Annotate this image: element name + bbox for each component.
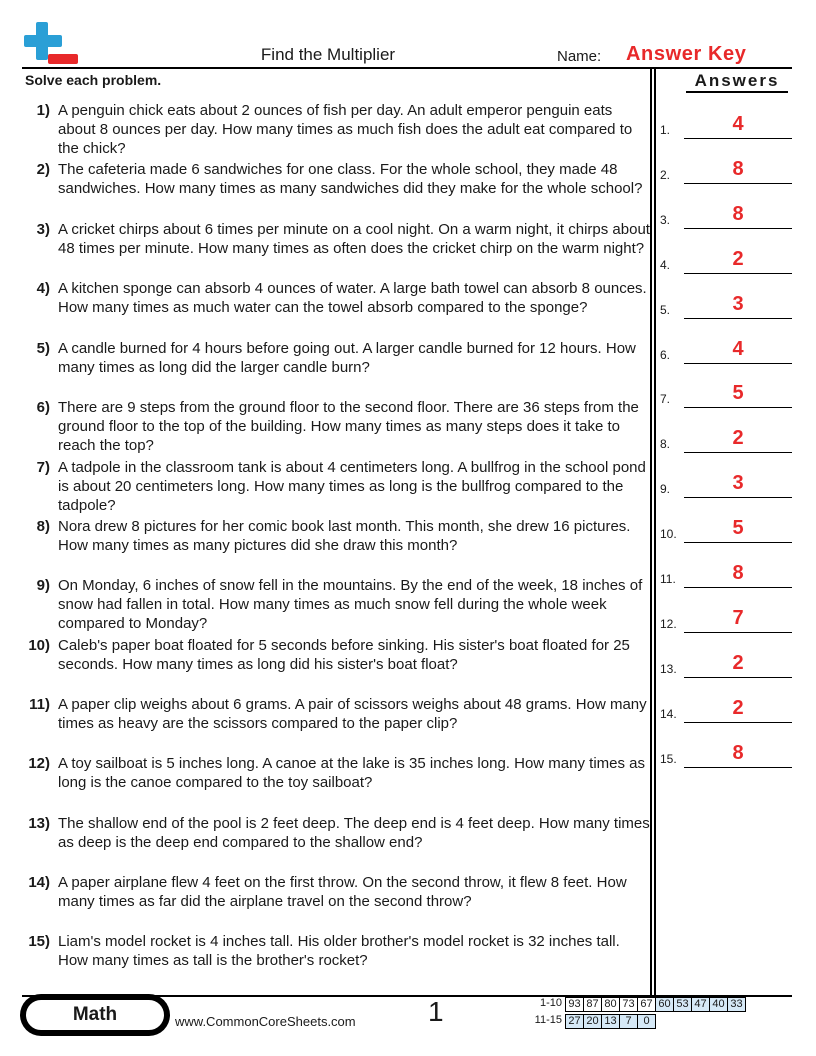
- answer-number: 2.: [660, 167, 671, 182]
- score-cell: 60: [656, 998, 674, 1012]
- answer-value: 8: [732, 562, 744, 584]
- logo-plus-horizontal: [24, 35, 62, 47]
- column-divider: [650, 69, 652, 996]
- answer-line: [684, 632, 792, 633]
- problem-text: The cafeteria made 6 sandwiches for one class. For the whole school, they made 48 sandwiches. How many times as many sandwiches did they make for the whole school?: [58, 161, 643, 197]
- answer-value: 5: [732, 382, 744, 405]
- problem-number: 2): [36, 161, 50, 178]
- problem-number: 1): [36, 102, 50, 119]
- page-number: 1: [428, 996, 444, 1027]
- answer-line: [684, 542, 792, 543]
- answer-number: 11.: [660, 572, 676, 586]
- problem-text: A kitchen sponge can absorb 4 ounces of water. A large bath towel can absorb 8 ounces. How many times as much water can the towel absorb compared to the sponge?: [58, 280, 647, 316]
- answer-number: 6.: [660, 347, 671, 362]
- answer-value: 2: [732, 247, 744, 270]
- problem-text: A paper airplane flew 4 feet on the first throw. On the second throw, it flew 8 feet. How many times as far did the airplane travel on the second throw?: [58, 874, 627, 910]
- score-cell: 73: [620, 998, 638, 1012]
- problem-number: 8): [36, 518, 50, 535]
- answer-value: 2: [732, 696, 744, 719]
- score-cell: 67: [638, 998, 656, 1012]
- answer-row: [660, 607, 800, 633]
- problem-number: 4): [36, 280, 50, 297]
- answer-row: [660, 427, 800, 453]
- answer-number: 3.: [660, 212, 671, 227]
- answer-number: 15.: [660, 751, 677, 766]
- answer-number: 12.: [660, 616, 677, 631]
- answer-line: [684, 138, 792, 139]
- answer-value: 2: [732, 427, 744, 450]
- answer-value: 4: [732, 113, 744, 135]
- answer-value: 7: [732, 606, 744, 629]
- answer-row: [660, 203, 800, 229]
- answer-number: 14.: [660, 706, 677, 721]
- score-cell: 27: [566, 1015, 584, 1029]
- answer-row: [660, 652, 800, 678]
- instructions: Solve each problem.: [25, 72, 162, 88]
- problem-number: 13): [28, 815, 50, 832]
- answer-row: [660, 248, 800, 274]
- problem-number: 6): [36, 399, 50, 416]
- answer-line: [684, 767, 792, 768]
- answer-line: [684, 183, 792, 184]
- answer-value: 5: [732, 517, 744, 540]
- answer-line: [684, 452, 792, 453]
- problem-number: 3): [36, 221, 50, 238]
- answer-row: [660, 158, 800, 184]
- score-cell: 7: [620, 1015, 638, 1029]
- answers-heading: Answers: [686, 71, 788, 93]
- score-cell: 47: [692, 998, 710, 1012]
- column-divider: [654, 69, 656, 996]
- problem-text: Liam's model rocket is 4 inches tall. His older brother's model rocket is 32 inches tall. How many times as tall is the brother's rocket?: [58, 933, 620, 969]
- answer-row: [660, 562, 800, 588]
- subject-badge: [24, 998, 166, 1032]
- answer-line: [684, 407, 792, 408]
- website-url: www.CommonCoreSheets.com: [175, 1014, 356, 1029]
- problem-number: 9): [36, 577, 50, 594]
- answer-line: [684, 318, 792, 319]
- problem-number: 5): [36, 340, 50, 357]
- subject-label: Math: [72, 1004, 118, 1025]
- name-label: Name:: [557, 48, 602, 65]
- problem-number: 10): [28, 637, 50, 654]
- answer-line: [684, 677, 792, 678]
- problem-number: 11): [29, 696, 50, 713]
- logo-minus: [48, 54, 78, 64]
- worksheet-title: Find the Multiplier: [260, 45, 396, 64]
- answer-number: 1.: [660, 123, 671, 137]
- score-cell: 53: [674, 998, 692, 1012]
- answer-row: [660, 697, 800, 723]
- answer-line: [684, 497, 792, 498]
- problem-text: There are 9 steps from the ground floor to the second floor. There are 36 steps from the ground floor to the top of the building. How many times as many steps does it take to reach the top?: [58, 399, 639, 454]
- answer-number: 8.: [660, 437, 671, 452]
- answer-value: 2: [732, 651, 744, 674]
- answer-value: 3: [732, 472, 744, 495]
- answer-key-label: Answer Key: [626, 43, 747, 65]
- score-row: [565, 997, 746, 1012]
- answer-value: 8: [732, 741, 744, 764]
- problem-text: A candle burned for 4 hours before going out. A larger candle burned for 12 hours. How many times as long did the larger candle burn?: [58, 340, 636, 376]
- answer-line: [684, 363, 792, 364]
- answer-row: [660, 742, 800, 768]
- problem-text: Nora drew 8 pictures for her comic book last month. This month, she drew 16 pictures. How many times as many pictures did she draw this month?: [58, 518, 631, 554]
- problem-number: 12): [28, 755, 50, 772]
- problem-number: 7): [36, 459, 50, 476]
- answer-number: 4.: [660, 257, 671, 272]
- problem-number: 14): [28, 874, 50, 891]
- answer-value: 8: [732, 202, 744, 225]
- header-divider: [22, 67, 792, 69]
- problem-text: The shallow end of the pool is 2 feet deep. The deep end is 4 feet deep. How many times as deep is the deep end compared to the shallow end?: [58, 815, 650, 851]
- answer-line: [684, 228, 792, 229]
- answer-row: [660, 382, 800, 408]
- problem-text: A toy sailboat is 5 inches long. A canoe at the lake is 35 inches long. How many times as long is the canoe compared to the toy sailboat?: [58, 755, 645, 791]
- problem-number: 15): [28, 933, 50, 950]
- answer-row: [660, 472, 800, 498]
- answer-line: [684, 587, 792, 588]
- score-cell: 20: [584, 1015, 602, 1029]
- problem-text: A tadpole in the classroom tank is about 4 centimeters long. A bullfrog in the school pond is about 20 centimeters long. How many times as long is the bullfrog compared to the tadpole?: [58, 459, 646, 514]
- score-cell: 40: [710, 998, 728, 1012]
- score-cell: 93: [566, 998, 584, 1012]
- score-range-label: 11-15: [534, 1014, 562, 1026]
- answer-line: [684, 273, 792, 274]
- answer-value: 4: [732, 337, 744, 360]
- problem-text: A paper clip weighs about 6 grams. A pair of scissors weighs about 48 grams. How many times as heavy are the scissors compared to the paper clip?: [58, 696, 647, 732]
- score-cell: 87: [584, 998, 602, 1012]
- answer-number: 13.: [660, 661, 677, 676]
- answer-number: 10.: [660, 527, 677, 542]
- score-range-label: 1-10: [539, 997, 562, 1009]
- problem-text: On Monday, 6 inches of snow fell in the mountains. By the end of the week, 18 inches of snow had fallen in total. How many times as much snow fell during the whole week compared to Monday?: [58, 577, 643, 632]
- answer-row: [660, 113, 800, 139]
- score-row: [565, 1014, 656, 1029]
- problem-text: A penguin chick eats about 2 ounces of fish per day. An adult emperor penguin eats about 8 ounces per day. How many times as much fish does the adult eat compared to the chick?: [58, 102, 633, 157]
- answer-value: 3: [732, 292, 744, 315]
- answer-row: [660, 293, 800, 319]
- problem-text: Caleb's paper boat floated for 5 seconds before sinking. His sister's boat floated for 25 seconds. How many times as long did his sister's boat float?: [58, 637, 630, 673]
- problem-text: A cricket chirps about 6 times per minute on a cool night. On a warm night, it chirps about 48 times per minute. How many times as often does the cricket chirp on the warm night?: [58, 221, 650, 257]
- score-cell: 80: [602, 998, 620, 1012]
- score-cell: 0: [638, 1015, 656, 1029]
- score-cell: 13: [602, 1015, 620, 1029]
- answer-line: [684, 722, 792, 723]
- answer-row: [660, 517, 800, 543]
- answer-value: 8: [732, 157, 744, 180]
- answer-number: 5.: [660, 302, 671, 317]
- answer-number: 7.: [660, 392, 671, 407]
- answer-row: [660, 338, 800, 364]
- score-cell: 33: [728, 998, 746, 1012]
- answer-number: 9.: [660, 482, 671, 497]
